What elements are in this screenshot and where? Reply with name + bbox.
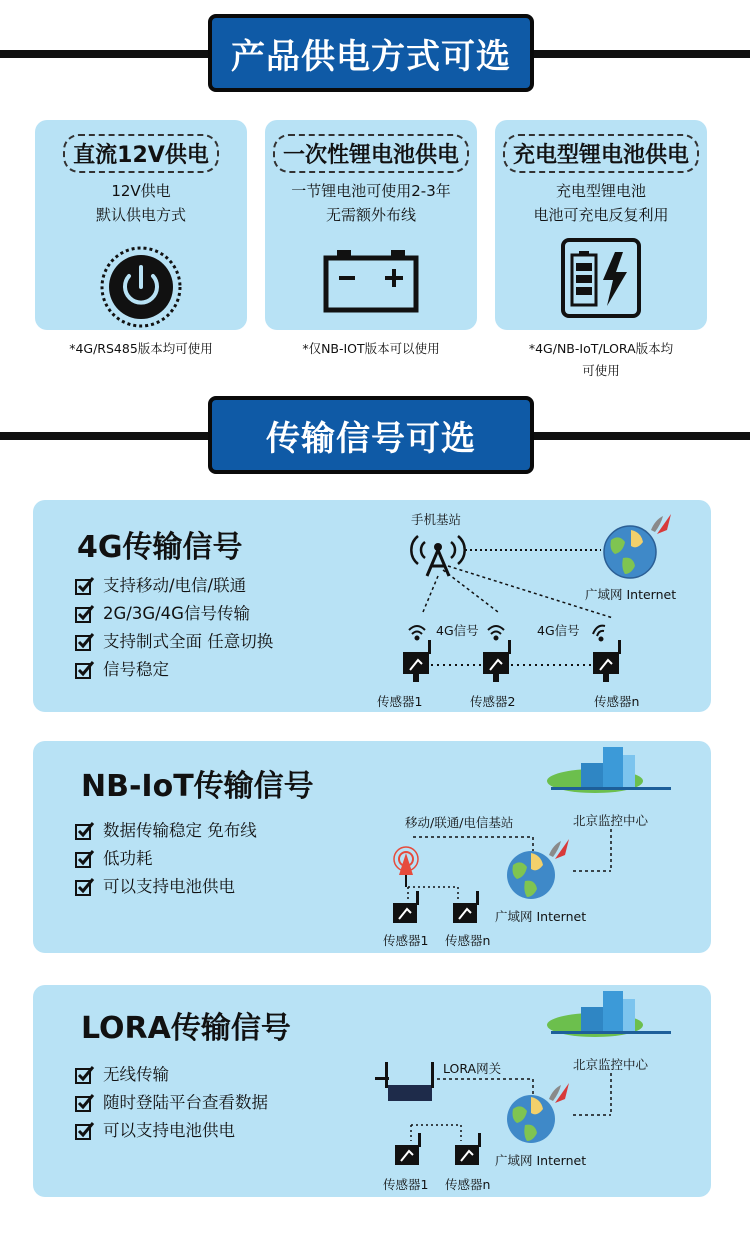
battery-icon	[323, 248, 419, 318]
card-lora	[33, 985, 711, 1197]
station-label: 移动/联通/电信基站	[405, 815, 514, 830]
feature-item: 低功耗	[75, 845, 257, 873]
wifi-icon	[593, 626, 605, 641]
transmission-section-header	[0, 396, 750, 476]
sensor-label: 传感器n	[445, 1177, 491, 1192]
feature-item: 可以支持电池供电	[75, 1117, 268, 1145]
feature-item: 可以支持电池供电	[75, 873, 257, 901]
power-card-title: 直流12V供电	[63, 134, 219, 173]
power-note: *4G/RS485版本均可使用	[69, 341, 213, 356]
sensor-device-icon	[483, 640, 511, 682]
station-label: 手机基站	[411, 512, 462, 527]
globe-icon	[507, 1095, 555, 1143]
sensor-label: 传感器1	[383, 933, 429, 948]
network-diagram-4g	[33, 500, 711, 712]
network-diagram-nbiot	[33, 741, 711, 953]
sensor-device-icon	[453, 891, 479, 923]
globe-icon	[604, 526, 656, 578]
city-building-icon	[547, 747, 671, 793]
cell-tower-icon	[411, 536, 464, 576]
power-card-desc-2: 无需额外布线	[325, 206, 416, 224]
feature-item: 随时登陆平台查看数据	[75, 1089, 268, 1117]
internet-label: 广域网 Internet	[495, 909, 587, 924]
power-card-rechargeable	[495, 120, 707, 330]
card-nbiot	[33, 741, 711, 953]
sensor-label: 传感器1	[383, 1177, 429, 1192]
network-diagram-lora	[33, 985, 711, 1197]
sensor-device-icon	[403, 640, 431, 682]
sensor-device-icon	[593, 640, 621, 682]
gateway-router-icon	[375, 1062, 434, 1101]
sensor-label: 传感器2	[470, 694, 516, 709]
power-button-icon	[99, 245, 183, 333]
card-title: NB-IoT传输信号	[81, 769, 314, 804]
power-card-desc-1: 12V供电	[111, 182, 171, 200]
power-card-dc	[35, 120, 247, 330]
feature-item: 无线传输	[75, 1061, 268, 1089]
signal-label: 4G信号	[537, 623, 580, 638]
feature-item: 2G/3G/4G信号传输	[75, 600, 273, 628]
power-section-header	[0, 14, 750, 94]
city-building-icon	[547, 991, 671, 1037]
rocket-icon	[549, 1083, 569, 1103]
sensor-device-icon	[455, 1133, 481, 1165]
feature-item: 信号稳定	[75, 656, 273, 684]
sensor-device-icon	[395, 1133, 421, 1165]
sensor-device-icon	[393, 891, 419, 923]
gateway-label: LORA网关	[443, 1061, 502, 1076]
card-title: 4G传输信号	[77, 530, 243, 565]
card-4g	[33, 500, 711, 712]
power-note: *仅NB-IOT版本可以使用	[302, 341, 440, 356]
sensor-label: 传感器n	[594, 694, 640, 709]
internet-label: 广域网 Internet	[585, 587, 677, 602]
globe-icon	[507, 851, 555, 899]
transmission-section-title: 传输信号可选	[208, 396, 534, 474]
sensor-label: 传感器n	[445, 933, 491, 948]
internet-label: 广域网 Internet	[495, 1153, 587, 1168]
power-section-title: 产品供电方式可选	[208, 14, 534, 92]
sensor-label: 传感器1	[377, 694, 423, 709]
wifi-icon	[488, 626, 504, 640]
power-card-title: 充电型锂电池供电	[503, 134, 699, 173]
power-card-desc-1: 充电型锂电池	[555, 182, 646, 200]
feature-item: 支持制式全面 任意切换	[75, 628, 273, 656]
wifi-icon	[409, 626, 425, 640]
power-card-desc-1: 一节锂电池可使用2-3年	[291, 182, 451, 200]
rocket-icon	[549, 839, 569, 859]
power-note-line-1: *4G/NB-IoT/LORA版本均	[528, 341, 674, 356]
power-card-title: 一次性锂电池供电	[273, 134, 469, 173]
signal-label: 4G信号	[436, 623, 479, 638]
power-note	[495, 338, 707, 382]
power-card-desc-2: 默认供电方式	[95, 206, 186, 224]
card-title: LORA传输信号	[81, 1011, 291, 1046]
charging-battery-icon	[559, 236, 643, 324]
rocket-icon	[651, 514, 671, 534]
feature-item: 支持移动/电信/联通	[75, 572, 273, 600]
feature-item: 数据传输稳定 免布线	[75, 817, 257, 845]
center-label: 北京监控中心	[573, 813, 649, 828]
power-card-desc-2: 电池可充电反复利用	[533, 206, 669, 224]
power-card-disposable	[265, 120, 477, 330]
power-note-line-2: 可使用	[582, 363, 620, 378]
center-label: 北京监控中心	[573, 1057, 649, 1072]
cell-tower-icon	[394, 847, 418, 887]
